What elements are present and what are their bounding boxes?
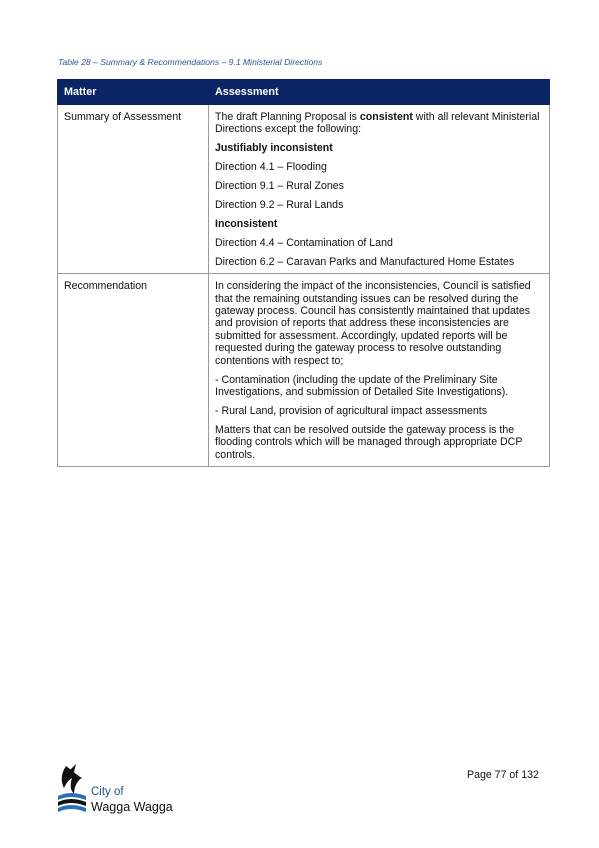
matter-cell: Summary of Assessment [58, 105, 209, 274]
recommendation-paragraph: - Contamination (including the update of the Preliminary Site Investigations, and submission of Detailed Site Investigations). [215, 373, 509, 398]
justifiably-heading: Justifiably inconsistent [215, 142, 333, 155]
recommendation-paragraph: - Rural Land, provision of agricultural impact assessments [215, 404, 488, 417]
recommendation-paragraph: In considering the impact of the inconsistencies, Council is satisfied that the remaining outstanding issues can be resolved during the gateway process. Council has consistently maintained that updates and provision of reports that address these inconsistencies are submitted for assessment. Accordingly, updated reports will be requested during the gateway process to resolve outstanding contentions with respect to; [215, 280, 531, 367]
matter-cell: Recommendation [58, 274, 209, 467]
recommendation-paragraph: Matters that can be resolved outside the gateway process is the flooding controls which will be managed through appropriate DCP controls. [215, 423, 523, 461]
list-item: Direction 9.1 – Rural Zones [215, 180, 344, 193]
list-item: Direction 4.1 – Flooding [215, 161, 327, 174]
table-header-row [58, 80, 550, 105]
header-assessment: Assessment [209, 80, 550, 105]
summary-intro: The draft Planning Proposal is consistent with all relevant Ministerial Directions except the following: [215, 111, 540, 136]
logo-text-city: City of [91, 786, 124, 798]
table-row [58, 105, 550, 274]
page-number: Page 77 of 132 [467, 769, 539, 781]
list-item: Direction 6.2 – Caravan Parks and Manufactured Home Estates [215, 255, 515, 268]
list-item: Direction 9.2 – Rural Lands [215, 199, 344, 212]
assessment-cell [209, 274, 550, 467]
list-item: Direction 4.4 – Contamination of Land [215, 236, 393, 249]
inconsistent-heading: Inconsistent [215, 217, 278, 230]
table-caption: Table 28 – Summary & Recommendations – 9.1 Ministerial Directions [58, 57, 323, 67]
logo-text-name: Wagga Wagga [91, 800, 173, 814]
assessment-cell [209, 105, 550, 274]
summary-table [57, 79, 550, 467]
table-row [58, 274, 550, 467]
header-matter: Matter [58, 80, 209, 105]
